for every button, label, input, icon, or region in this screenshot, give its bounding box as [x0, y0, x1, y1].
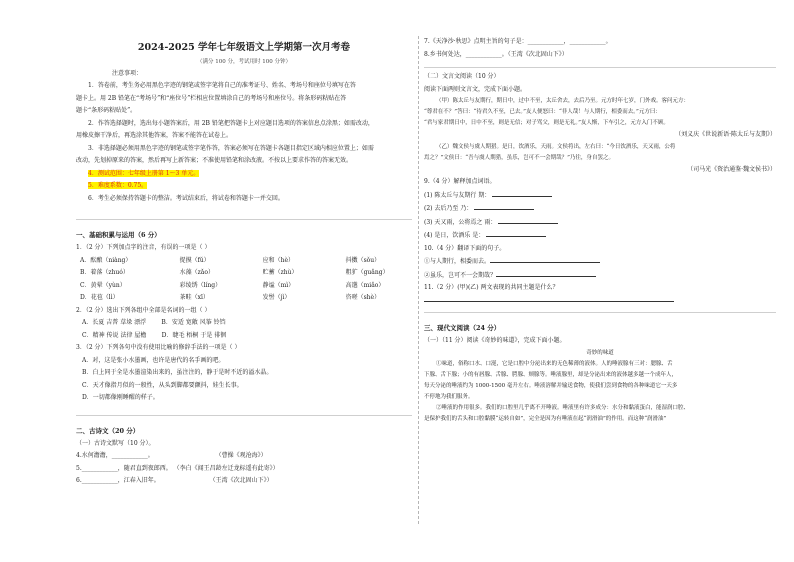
notice-line: 题卡上。用 2B 铅笔在“考场号”和“座位号”栏相应位置填涂自己的考场号和座位号。将条形码粘贴在答	[76, 94, 347, 102]
highlight-text: 4．测试范围：七年级上册第 1～3 单元。	[88, 169, 200, 177]
answer-line[interactable]	[492, 189, 552, 197]
article-text: 每天分泌的唾液约为 1000-1500 毫升左右。唾液溶解并输送食物，使我们尝到食物的各种味道它一天多	[424, 383, 678, 389]
highlight-text: 5．难度系数：0.75。	[88, 182, 148, 189]
q9-item	[424, 202, 776, 216]
article-text: 不停地为我们服务。	[424, 394, 474, 400]
option: 漂浮	[134, 319, 147, 326]
source-note: （李白《闻王昌龄左迁龙标遥有此寄》）	[173, 464, 279, 472]
answer-line[interactable]	[496, 269, 596, 277]
fill-line: 5.____________，随君直到夜郎西。	[76, 464, 172, 472]
q10-item	[424, 269, 776, 283]
answer-line[interactable]	[490, 255, 600, 263]
notice-line-highlight	[76, 180, 412, 193]
q2-options-row	[76, 330, 412, 343]
option: D．睫毛	[161, 331, 185, 339]
question-3: 3．（2 分）下列各句中没有使用比喻的修辞手法的一项是（ ）	[76, 344, 241, 351]
q3-option: B．白上同于全是水墨渲染出来的，虽注注的，静于是时不近的溢水晶。	[82, 369, 273, 376]
option: C．精神	[82, 331, 105, 339]
left-column	[76, 36, 412, 488]
option: 宽敞	[185, 319, 198, 326]
q9-item-text: (1) 陈太丘与友期行 期：	[424, 191, 491, 199]
passage-jia: （甲）陈太丘与友期行，期日中，过中不至，太丘舍去，去后乃至。元方时年七岁，门外戏。客问元方：	[436, 98, 690, 104]
section-title: 二、古诗文（20 分）	[76, 426, 140, 435]
question-9: 9.（4 分）解释加点词语。	[424, 178, 496, 185]
option: B．着落（zhuó）	[80, 269, 129, 276]
passage-yi: 焉之？”文侯曰：“吾与虞人期猎，虽乐，岂可不一会期哉？”乃往，身自罢之。	[424, 154, 614, 161]
question-1: 1．（2 分）下列加点字的注音，有误的一项是（ ）	[76, 244, 211, 251]
notice-line: 1．答卷前，考生务必用黑色字迹的钢笔或签字笔将自己的准考证号、姓名、考场号和座位号填写在答	[88, 82, 356, 89]
notice-line: 改动，先划掉原来的答案，然后再写上新答案；不准使用铅笔和涂改液。不按以上要求作答的答案无效。	[76, 157, 353, 164]
q9-item-text: (3) 天又雨，公将焉之 雨：	[424, 218, 497, 226]
article-text: ①味道，俗称口水、口涎，它是口腔中分泌出来的无色稀薄的液体。人的唾液腺有三对：腮腺、舌	[436, 361, 673, 367]
question-8: 8.乡书何处达，____________。（王湾《次北固山下》）	[424, 50, 568, 58]
q3-option: D．一切都像刚睡醒的样子。	[82, 394, 159, 401]
option: 粗犷（guǎng）	[345, 269, 389, 276]
passage-source: （司马光《资治通鉴·魏文侯书》）	[687, 165, 776, 173]
q1-options-d	[76, 292, 412, 305]
option: A．长夏	[82, 319, 105, 326]
answer-line[interactable]	[424, 301, 674, 302]
q9-item	[424, 229, 776, 243]
option: 铃铛	[213, 319, 226, 326]
notice-line: 6．考生必须保持答题卡的整洁。考试结束后，将试卷和答题卡一并交回。	[88, 194, 284, 202]
right-column	[424, 36, 776, 425]
option: 徘徊	[214, 331, 227, 339]
option: 风筝	[199, 319, 212, 326]
article-text: 是保护我们的舌头和口腔黏膜“运转自如”，完全是因为有唾液在起“润滑油”的作用。而这种“润滑油”	[424, 416, 667, 422]
answer-line[interactable]	[474, 202, 534, 210]
option: 发髻（jì）	[262, 294, 291, 301]
q1-options-c	[76, 280, 412, 293]
notice-line: 题卡“条形码粘贴处”。	[76, 107, 137, 114]
option: 静谧（mì）	[262, 281, 295, 289]
article-text: 下腺、舌下腺；小的有唇腺、舌腺、腭腺、颊腺等。唾液腺里，却是分泌出来的液体越多越一个成年人，	[424, 372, 678, 378]
q2-options-row	[76, 317, 412, 330]
option: B．安适	[161, 319, 184, 326]
article-title: 奇妙的味道	[586, 350, 614, 356]
option: 茶畦（xī）	[179, 294, 209, 301]
passage-yi: （乙）魏文侯与虞人期猎。是日，饮酒乐，天雨。文侯将出，左右曰：“今日饮酒乐，天又雨，公将	[436, 143, 676, 150]
question-11: 11.（2 分）(甲)(乙) 两文表现的共同主题是什么？	[424, 284, 559, 291]
fill-line: 6.____________，江春入旧年。	[76, 477, 160, 484]
option: C．黄晕（yùn）	[80, 281, 126, 289]
answer-line[interactable]	[486, 229, 546, 237]
option: 应和（hè）	[262, 256, 295, 264]
notice-line: 用橡皮擦干净后，再选涂其他答案，答案不能答在试卷上。	[76, 132, 233, 139]
notice-line-highlight	[76, 168, 412, 181]
page-subtitle: （满分 100 分，考试用时 100 分钟）	[197, 59, 291, 65]
option: 抖擞（sǒu）	[345, 256, 381, 264]
option: 于是	[200, 331, 213, 339]
q10-item	[424, 255, 776, 269]
notice-heading: 注意事项：	[112, 70, 143, 77]
option: 草垛	[120, 319, 133, 326]
notice-line: 2．作答选择题时，选出每小题答案后，用 2B 铅笔把答题卡上对应题目选项的答案信息点涂黑；如需改动，	[88, 119, 374, 127]
passage-jia: “君与家君期日中，日中不至，则是无信；对子骂父，则是无礼。”友人惭，下车引之，元方入门不顾。	[424, 120, 669, 126]
option: 梧桐	[186, 331, 199, 339]
option: D．花苞（lì）	[80, 294, 119, 301]
notice-line: 3．非选择题必须用黑色字迹的钢笔或签字笔作答，答案必须写在答题卡各题目指定区域内相应位置上；如需	[88, 144, 374, 152]
subsection-title: （一）古诗文默写（10 分）。	[76, 439, 155, 447]
option: 高邈（miǎo）	[345, 281, 385, 289]
article-text: ②唾液的作用很多。我们的口腔里几乎离不开唾液。唾液里有许多成分：水分和黏液蛋白，能湿润口腔、	[436, 405, 690, 411]
section-title: 一、基础积累与运用（6 分）	[76, 231, 161, 239]
option: A．酝酿（niàng）	[80, 256, 132, 264]
q3-option: C．天才像指月似的一般性，从头到脚都要颤抖，娃生长事。	[82, 381, 243, 389]
q9-item	[424, 216, 776, 230]
option: 彩绫绣（líng）	[179, 281, 222, 289]
question-10: 10.（4 分）翻译下面的句子。	[424, 244, 506, 252]
option: 屋檐	[134, 331, 147, 339]
option: 捉摸（fǔ）	[179, 256, 210, 264]
q1-options-b	[76, 267, 412, 280]
question-4	[76, 450, 412, 463]
option: 水藻（zǎo）	[179, 269, 214, 276]
subsection-intro: 阅读下面两则文言文，完成下面小题。	[424, 85, 527, 93]
question-2: 2．（2 分）选出下列各组中全部是名词的一组（ ）	[76, 306, 211, 314]
q10-item-text: ②虽乐，岂可不一会期哉？	[424, 271, 497, 279]
option: 吉普	[106, 319, 119, 326]
q1-options-a	[76, 255, 412, 268]
subsection-title: （一）（11 分）阅读《奇妙的味道》，完成下面小题。	[424, 336, 566, 344]
question-5	[76, 463, 412, 476]
source-note: （曹操《观沧海》）	[215, 452, 267, 459]
source-note: （王湾《次北固山下》）	[209, 477, 273, 484]
section-divider	[76, 219, 412, 220]
subsection-title: （二）文言文阅读（10 分）	[424, 73, 500, 80]
section-title: 三、现代文阅读（24 分）	[424, 323, 501, 332]
fill-line: 4.水何澹澹，____________。	[76, 452, 154, 459]
q9-item	[424, 189, 776, 203]
option: 传说	[106, 331, 119, 339]
passage-source: （刘义庆《世说新语·陈太丘与友期》）	[675, 131, 776, 138]
question-6	[76, 475, 412, 488]
section-divider	[76, 415, 412, 416]
answer-line[interactable]	[498, 216, 558, 224]
option: 法律	[120, 331, 133, 339]
option: 咨嗟（shè）	[345, 294, 381, 301]
option: 贮蓄（zhù）	[262, 269, 298, 276]
q9-item-text: (4) 是日，饮酒乐 是：	[424, 232, 485, 239]
q9-item-text: (2) 去后乃至 乃：	[424, 205, 473, 212]
section-divider	[424, 67, 776, 68]
column-divider	[418, 36, 419, 524]
q3-option: A．对，这是张小水墨画，也许是唐代的名手画的吧。	[82, 356, 225, 364]
passage-jia: “尊君在不？”答曰：“待君久不至，已去。”友人便怒曰：“非人哉！与人期行，相委而去。”元方曰：	[424, 109, 661, 115]
page-title: 2024-2025 学年七年级语文上学期第一次月考卷	[137, 42, 351, 53]
section-divider	[424, 312, 776, 313]
question-7: 7.《天净沙·秋思》点明主旨的句子是：____________，____________。	[424, 38, 612, 45]
q10-item-text: ①与人期行，相委而去。	[424, 258, 491, 265]
